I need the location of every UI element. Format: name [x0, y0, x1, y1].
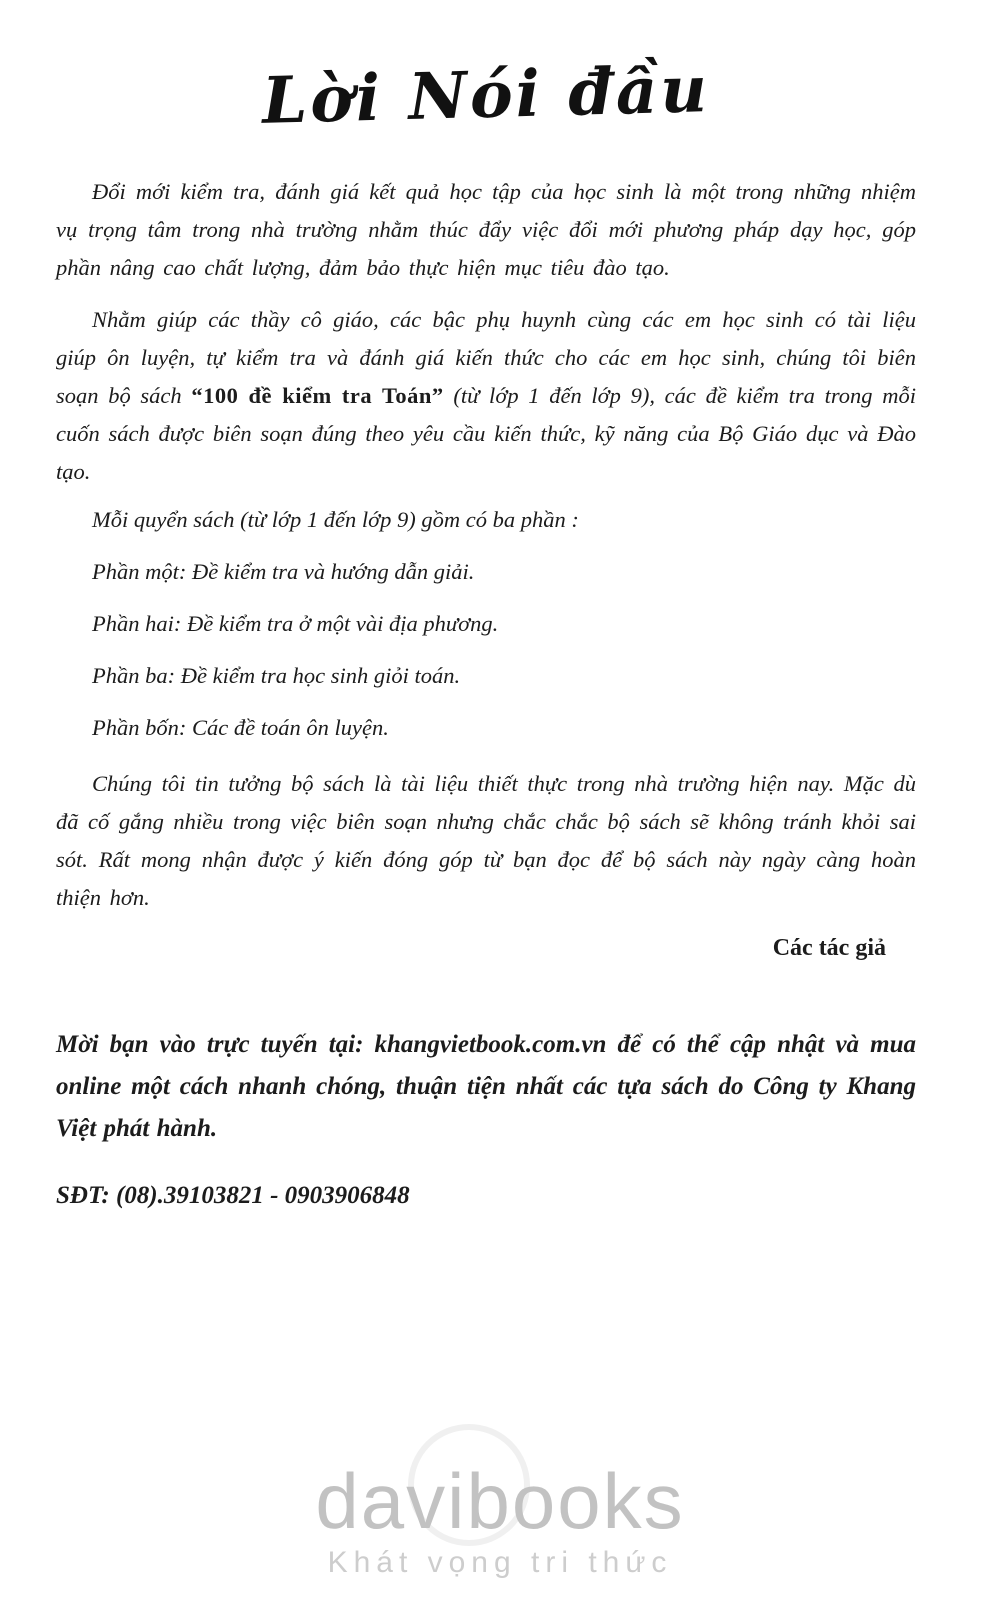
part-item-three: Phần ba: Đề kiểm tra học sinh giỏi toán.	[92, 663, 461, 688]
book-series-title: “100 đề kiểm tra Toán”	[191, 383, 444, 408]
page-title: Lời Nói đầu	[261, 52, 711, 139]
paragraph-closing: Chúng tôi tin tưởng bộ sách là tài liệu thiết thực trong nhà trường hiện nay. Mặc dù đã cố gắng nhiều trong việc biên soạn nhưng chắc chắc bộ sách sẽ không tránh khỏi sai sót. Rất mong nhận được ý kiến đóng góp từ bạn đọc để bộ sách này ngày càng hoàn thiện hơn.	[56, 771, 916, 910]
publisher-promo-text: Mời bạn vào trực tuyến tại: khangvietbook.com.vn để có thể cập nhật và mua online một cách nhanh chóng, thuận tiện nhất các tựa sách do Công ty Khang Việt phát hành.	[56, 1031, 916, 1142]
paragraph-parts-intro: Mỗi quyển sách (từ lớp 1 đến lớp 9) gồm có ba phần :	[92, 507, 579, 532]
part-item-two: Phần hai: Đề kiểm tra ở một vài địa phương.	[92, 611, 499, 636]
page-content	[56, 0, 916, 1242]
paragraph-text-before: Nhằm giúp các thầy cô giáo, các bậc phụ huynh cùng các em học sinh có tài liệu giúp ôn luyện, tự kiểm tra và đánh giá kiến thức cho các em học sinh, chúng tôi biên soạn bộ sách	[56, 307, 916, 408]
part-item-four: Phần bốn: Các đề toán ôn luyện.	[92, 715, 389, 740]
publisher-phone: SĐT: (08).39103821 - 0903906848	[56, 1182, 410, 1209]
watermark-slogan-text: Khát vọng tri thức	[327, 1546, 673, 1579]
paragraph-series	[56, 301, 916, 491]
part-item-one: Phần một: Đề kiểm tra và hướng dẫn giải.	[92, 559, 475, 584]
watermark-brand-text: davibooks	[315, 1457, 685, 1545]
watermark	[0, 1457, 1000, 1580]
paragraph-text-after: (từ lớp 1 đến lớp 9), các đề kiểm tra trong mỗi cuốn sách được biên soạn đúng theo yêu cầu kiến thức, kỹ năng của Bộ Giáo dục và Đào tạo.	[56, 383, 916, 484]
paragraph-intro: Đổi mới kiểm tra, đánh giá kết quả học tập của học sinh là một trong những nhiệm vụ trọng tâm trong nhà trường nhằm thúc đẩy việc đổi mới phương pháp dạy học, góp phần nâng cao chất lượng, đảm bảo thực hiện mục tiêu đào tạo.	[56, 179, 916, 280]
authors-signature: Các tác giả	[772, 935, 886, 961]
